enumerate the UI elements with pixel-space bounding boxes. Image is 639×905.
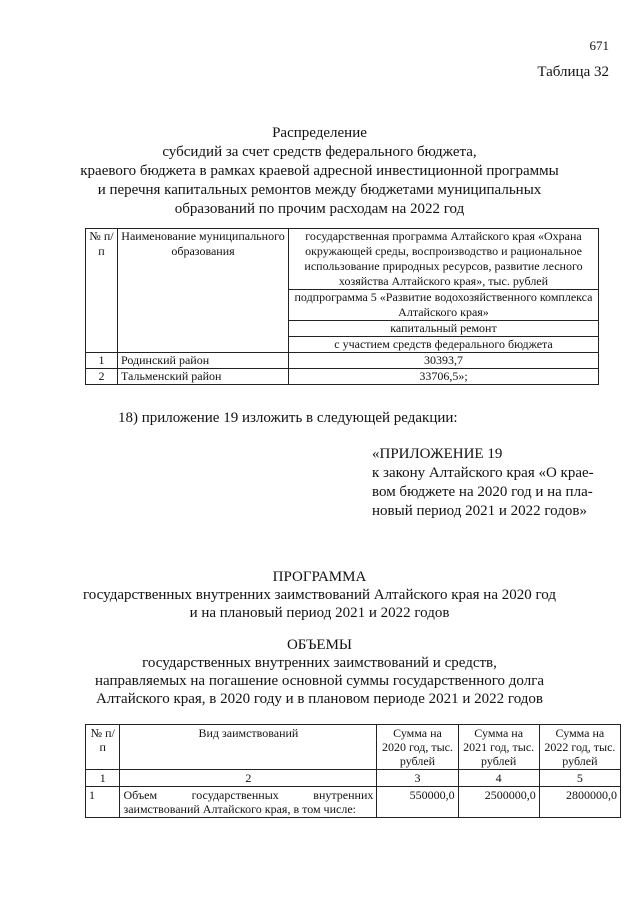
- header-subprogram: подпрограмма 5 «Развитие водохозяйственного комплекса Алтайского края»: [289, 290, 599, 321]
- volumes-line: направляемых на погашение основной суммы государственного долга: [94, 673, 545, 689]
- item-18-text: 18) приложение 19 изложить в следующей редакции:: [118, 410, 458, 426]
- title-line: краевого бюджета в рамках краевой адресной инвестиционной программы: [80, 163, 559, 179]
- row-2022: 2800000,0: [539, 787, 620, 818]
- header-federal-funds: с участием средств федерального бюджета: [289, 337, 599, 353]
- col-number: 1: [86, 770, 120, 787]
- row-number: 1: [86, 787, 120, 818]
- col-header-2022: Сумма на 2022 год, тыс. рублей: [539, 725, 620, 770]
- col-header-number: № п/п: [86, 229, 118, 353]
- program-line: и на плановый период 2021 и 2022 годов: [189, 605, 450, 621]
- table-row: [86, 369, 599, 385]
- title-line: и перечня капитальных ремонтов между бюджетами муниципальных: [97, 182, 542, 198]
- column-numbering-row: [86, 770, 621, 787]
- page-number: 671: [589, 38, 609, 53]
- distribution-title: [0, 124, 639, 219]
- borrowing-table: [85, 724, 621, 818]
- table-label: Таблица 32: [537, 64, 609, 80]
- row-municipality: Родинский район: [118, 353, 289, 369]
- volumes-heading: ОБЪЕМЫ: [286, 637, 353, 653]
- col-header-number: № п/п: [86, 725, 120, 770]
- col-header-2021: Сумма на 2021 год, тыс. рублей: [458, 725, 539, 770]
- title-line: образований по прочим расходам на 2022 год: [174, 201, 465, 217]
- program-heading: ПРОГРАММА: [272, 569, 367, 585]
- col-header-municipality: Наименование муниципального образования: [118, 229, 289, 353]
- title-line: Распределение: [272, 125, 367, 141]
- table-row: [86, 353, 599, 369]
- appendix-line: «ПРИЛОЖЕНИЕ 19: [372, 446, 503, 462]
- row-kind: Объем государственных внутренних заимствований Алтайского края, в том числе:: [120, 787, 377, 818]
- row-2021: 2500000,0: [458, 787, 539, 818]
- col-number: 5: [539, 770, 620, 787]
- row-municipality: Тальменский район: [118, 369, 289, 385]
- appendix-line: новый период 2021 и 2022 годов»: [372, 503, 587, 519]
- title-line: субсидий за счет средств федерального бюджета,: [162, 144, 477, 160]
- appendix-heading: [372, 445, 594, 521]
- row-value: 33706,5»;: [289, 369, 599, 385]
- volumes-title: [0, 636, 639, 708]
- program-line: государственных внутренних заимствований Алтайского края на 2020 год: [83, 587, 556, 603]
- header-capital-repair: капитальный ремонт: [289, 321, 599, 337]
- col-number: 4: [458, 770, 539, 787]
- col-header-2020: Сумма на 2020 год, тыс. рублей: [377, 725, 458, 770]
- subsidy-table: [85, 228, 599, 385]
- volumes-line: государственных внутренних заимствований и средств,: [142, 655, 497, 671]
- program-title: [0, 568, 639, 622]
- row-value: 30393,7: [289, 353, 599, 369]
- row-number: 2: [86, 369, 118, 385]
- appendix-line: вом бюджете на 2020 год и на пла-: [372, 484, 593, 500]
- row-2020: 550000,0: [377, 787, 458, 818]
- col-header-kind: Вид заимствований: [120, 725, 377, 770]
- volumes-line: Алтайского края, в 2020 году и в плановом периоде 2021 и 2022 годов: [95, 691, 543, 707]
- col-number: 2: [120, 770, 377, 787]
- appendix-line: к закону Алтайского края «О крае-: [372, 465, 594, 481]
- header-program: государственная программа Алтайского края «Охрана окружающей среды, воспроизводство и рациональное использование природных ресурсов, развитие лесного хозяйства Алтайского края», тыс. рублей: [289, 229, 599, 290]
- col-number: 3: [377, 770, 458, 787]
- table-row: [86, 787, 621, 818]
- row-number: 1: [86, 353, 118, 369]
